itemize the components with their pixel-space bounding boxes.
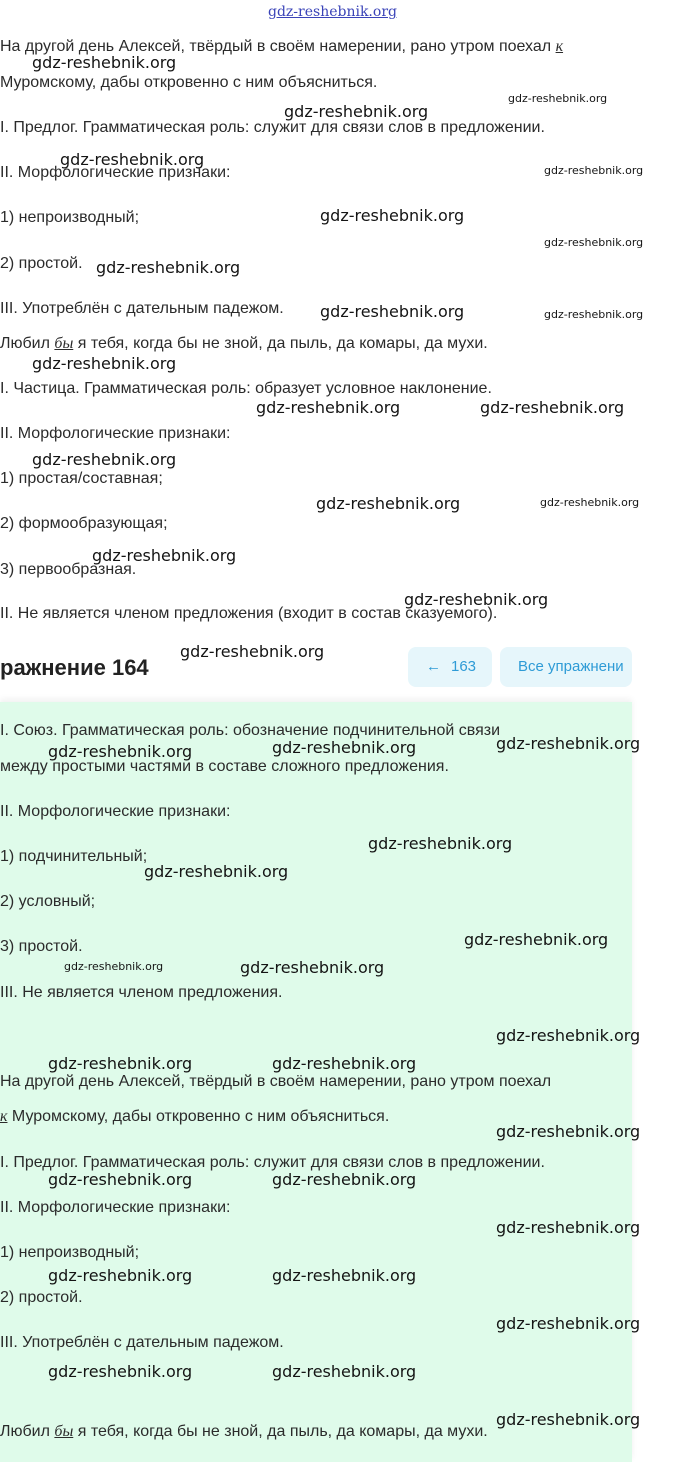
watermark: gdz-reshebnik.org xyxy=(96,258,241,277)
watermark: gdz-reshebnik.org xyxy=(48,742,193,761)
watermark: gdz-reshebnik.org xyxy=(496,734,641,753)
paragraph: II. Не является членом предложения (входит в состав сказуемого). xyxy=(0,605,498,622)
paragraph: II. Морфологические признаки: xyxy=(0,1199,231,1216)
paragraph: I. Союз. Грамматическая роль: обозначение подчинительной связи xyxy=(0,722,500,739)
watermark: gdz-reshebnik.org xyxy=(48,1266,193,1285)
watermark: gdz-reshebnik.org xyxy=(496,1410,641,1429)
sentence-text: Муромскому, дабы откровенно с ним объясниться. xyxy=(7,1108,390,1125)
paragraph: I. Частица. Грамматическая роль: образует условное наклонение. xyxy=(0,380,492,397)
watermark: gdz-reshebnik.org xyxy=(320,206,465,225)
all-exercises-button[interactable]: Все упражнени xyxy=(500,647,632,687)
paragraph: II. Морфологические признаки: xyxy=(0,425,231,442)
paragraph: 2) простой. xyxy=(0,1289,83,1306)
watermark: gdz-reshebnik.org xyxy=(404,590,549,609)
watermark: gdz-reshebnik.org xyxy=(48,1362,193,1381)
paragraph: II. Морфологические признаки: xyxy=(0,803,231,820)
watermark: gdz-reshebnik.org xyxy=(544,164,644,177)
highlighted-word: бы xyxy=(54,335,74,352)
prev-exercise-label: 163 xyxy=(451,658,477,675)
paragraph: 3) простой. xyxy=(0,938,83,955)
watermark: gdz-reshebnik.org xyxy=(496,1218,641,1237)
sentence-text: Муромскому, дабы откровенно с ним объясниться. xyxy=(0,74,378,91)
watermark: gdz-reshebnik.org xyxy=(508,92,608,105)
paragraph: 1) непроизводный; xyxy=(0,1244,140,1261)
paragraph: II. Морфологические признаки: xyxy=(0,164,231,181)
watermark: gdz-reshebnik.org xyxy=(60,150,205,169)
watermark: gdz-reshebnik.org xyxy=(480,398,625,417)
watermark: gdz-reshebnik.org xyxy=(272,1054,417,1073)
paragraph: между простыми частями в составе сложного предложения. xyxy=(0,758,449,775)
paragraph: III. Употреблён с дательным падежом. xyxy=(0,1334,284,1351)
watermark: gdz-reshebnik.org xyxy=(316,494,461,513)
watermark: gdz-reshebnik.org xyxy=(496,1122,641,1141)
paragraph: III. Употреблён с дательным падежом. xyxy=(0,300,284,317)
watermark: gdz-reshebnik.org xyxy=(32,53,177,72)
paragraph: I. Предлог. Грамматическая роль: служит для связи слов в предложении. xyxy=(0,1154,545,1171)
watermark: gdz-reshebnik.org xyxy=(240,958,385,977)
sentence-text: я тебя, когда бы не зной, да пыль, да комары, да мухи. xyxy=(73,1423,488,1440)
watermark: gdz-reshebnik.org xyxy=(320,302,465,321)
watermark: gdz-reshebnik.org xyxy=(544,236,644,249)
sentence-text: я тебя, когда бы не зной, да пыль, да комары, да мухи. xyxy=(73,335,488,352)
watermark: gdz-reshebnik.org xyxy=(368,834,513,853)
watermark: gdz-reshebnik.org xyxy=(268,4,397,20)
exercise-title: ражнение 164 xyxy=(0,655,149,680)
watermark: gdz-reshebnik.org xyxy=(464,930,609,949)
watermark: gdz-reshebnik.org xyxy=(64,960,164,973)
watermark: gdz-reshebnik.org xyxy=(92,546,237,565)
watermark: gdz-reshebnik.org xyxy=(272,1266,417,1285)
watermark: gdz-reshebnik.org xyxy=(284,102,429,121)
paragraph: 1) подчинительный; xyxy=(0,848,148,865)
paragraph: 2) формообразующая; xyxy=(0,515,168,532)
watermark: gdz-reshebnik.org xyxy=(48,1170,193,1189)
paragraph: I. Предлог. Грамматическая роль: служит для связи слов в предложении. xyxy=(0,119,545,136)
watermark: gdz-reshebnik.org xyxy=(272,1362,417,1381)
sentence-text: На другой день Алексей, твёрдый в своём намерении, рано утром поехал xyxy=(0,38,556,55)
watermark: gdz-reshebnik.org xyxy=(496,1026,641,1045)
watermark: gdz-reshebnik.org xyxy=(496,1314,641,1333)
paragraph: 1) простая/составная; xyxy=(0,470,163,487)
watermark: gdz-reshebnik.org xyxy=(272,1170,417,1189)
watermark: gdz-reshebnik.org xyxy=(32,354,177,373)
highlighted-word: к xyxy=(0,1108,8,1125)
paragraph: 1) непроизводный; xyxy=(0,209,140,226)
paragraph: 2) условный; xyxy=(0,893,96,910)
paragraph: III. Не является членом предложения. xyxy=(0,984,283,1001)
arrow-left-icon: ← xyxy=(426,658,441,675)
highlighted-word: к xyxy=(555,38,564,55)
watermark: gdz-reshebnik.org xyxy=(32,450,177,469)
watermark: gdz-reshebnik.org xyxy=(544,308,644,321)
prev-exercise-button[interactable] xyxy=(408,647,492,687)
watermark: gdz-reshebnik.org xyxy=(272,738,417,757)
sentence-line xyxy=(0,334,488,354)
watermark: gdz-reshebnik.org xyxy=(540,496,640,509)
paragraph: 3) первообразная. xyxy=(0,561,137,578)
watermark: gdz-reshebnik.org xyxy=(180,642,325,661)
sentence-line xyxy=(0,1107,389,1127)
watermark: gdz-reshebnik.org xyxy=(256,398,401,417)
sentence-text: Любил xyxy=(0,335,55,352)
watermark: gdz-reshebnik.org xyxy=(48,1054,193,1073)
watermark: gdz-reshebnik.org xyxy=(144,862,289,881)
highlighted-word: бы xyxy=(54,1423,74,1440)
sentence-text: Любил xyxy=(0,1423,55,1440)
paragraph: 2) простой. xyxy=(0,255,83,272)
sentence-text: На другой день Алексей, твёрдый в своём намерении, рано утром поехал xyxy=(0,1073,552,1090)
sentence-line xyxy=(0,1422,488,1442)
